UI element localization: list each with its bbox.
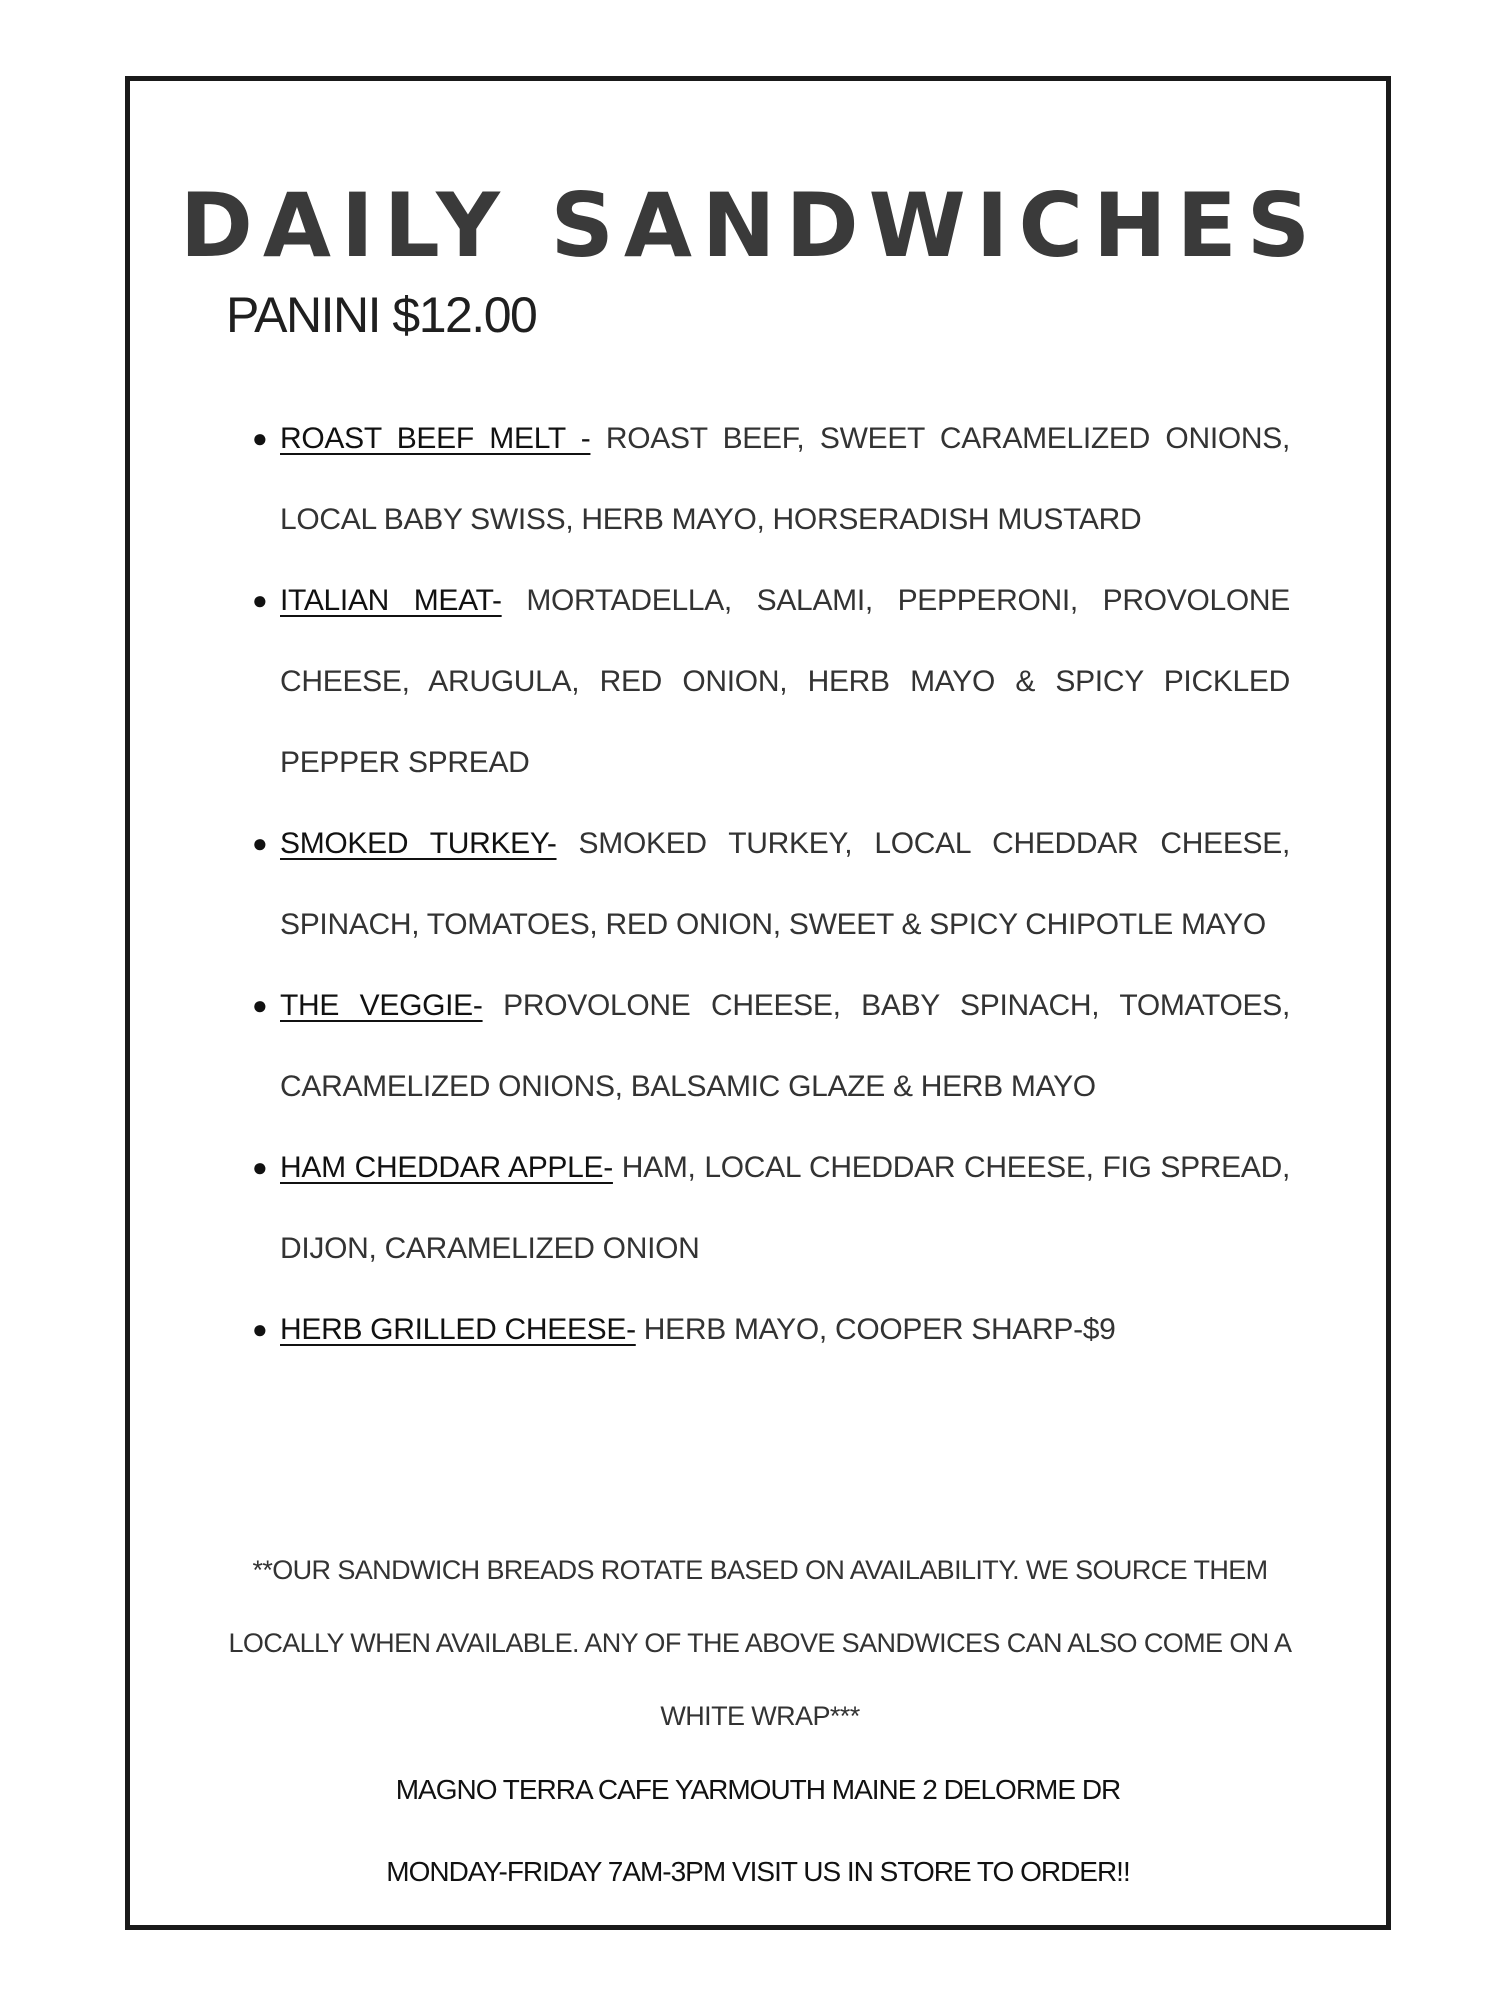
bullet-icon: ● <box>252 1314 268 1344</box>
item-description: SMOKED TURKEY, LOCAL CHEDDAR CHEESE, SPINACH, TOMATOES, RED ONION, SWEET & SPICY CHIPOTLE MAYO <box>280 827 1290 941</box>
bullet-icon: ● <box>252 423 268 453</box>
bullet-icon: ● <box>252 990 268 1020</box>
sandwich-list <box>250 398 1290 1370</box>
item-description: ROAST BEEF, SWEET CARAMELIZED ONIONS, LOCAL BABY SWISS, HERB MAYO, HORSERADISH MUSTARD <box>280 422 1290 536</box>
bullet-icon: ● <box>252 585 268 615</box>
item-description: MORTADELLA, SALAMI, PEPPERONI, PROVOLONE CHEESE, ARUGULA, RED ONION, HERB MAYO & SPICY PICKLED PEPPER SPREAD <box>280 584 1290 779</box>
item-name: SMOKED TURKEY- <box>280 827 557 860</box>
item-description: PROVOLONE CHEESE, BABY SPINACH, TOMATOES, CARAMELIZED ONIONS, BALSAMIC GLAZE & HERB MAYO <box>280 989 1290 1103</box>
list-item-smoked-turkey <box>250 803 1290 965</box>
menu-title: DAILY SANDWICHES <box>179 174 1321 277</box>
cafe-hours: MONDAY-FRIDAY 7AM-3PM VISIT US IN STORE TO ORDER!! <box>386 1856 1130 1887</box>
list-item-roast-beef-melt <box>250 398 1290 560</box>
item-name: ROAST BEEF MELT - <box>280 422 591 455</box>
list-item-the-veggie <box>250 965 1290 1127</box>
list-item-ham-cheddar-apple <box>250 1127 1290 1289</box>
cafe-address: MAGNO TERRA CAFE YARMOUTH MAINE 2 DELORME DR <box>395 1774 1121 1805</box>
item-name: HERB GRILLED CHEESE- <box>280 1313 636 1346</box>
list-item-herb-grilled-cheese <box>250 1289 1290 1370</box>
bread-note: **OUR SANDWICH BREADS ROTATE BASED ON AVAILABILITY. WE SOURCE THEM LOCALLY WHEN AVAILABLE. ANY OF THE ABOVE SANDWICES CAN ALSO COME ON A WHITE WRAP*** <box>228 1555 1292 1731</box>
item-description: HERB MAYO, COOPER SHARP-$9 <box>635 1313 1116 1346</box>
list-item-italian-meat <box>250 560 1290 803</box>
item-name: HAM CHEDDAR APPLE- <box>280 1151 613 1184</box>
item-name: THE VEGGIE- <box>280 989 483 1022</box>
item-name: ITALIAN MEAT- <box>280 584 502 617</box>
bullet-icon: ● <box>252 1152 268 1182</box>
menu-subtitle: PANINI $12.00 <box>226 287 537 343</box>
bullet-icon: ● <box>252 828 268 858</box>
item-description: HAM, LOCAL CHEDDAR CHEESE, FIG SPREAD, DIJON, CARAMELIZED ONION <box>280 1151 1290 1265</box>
